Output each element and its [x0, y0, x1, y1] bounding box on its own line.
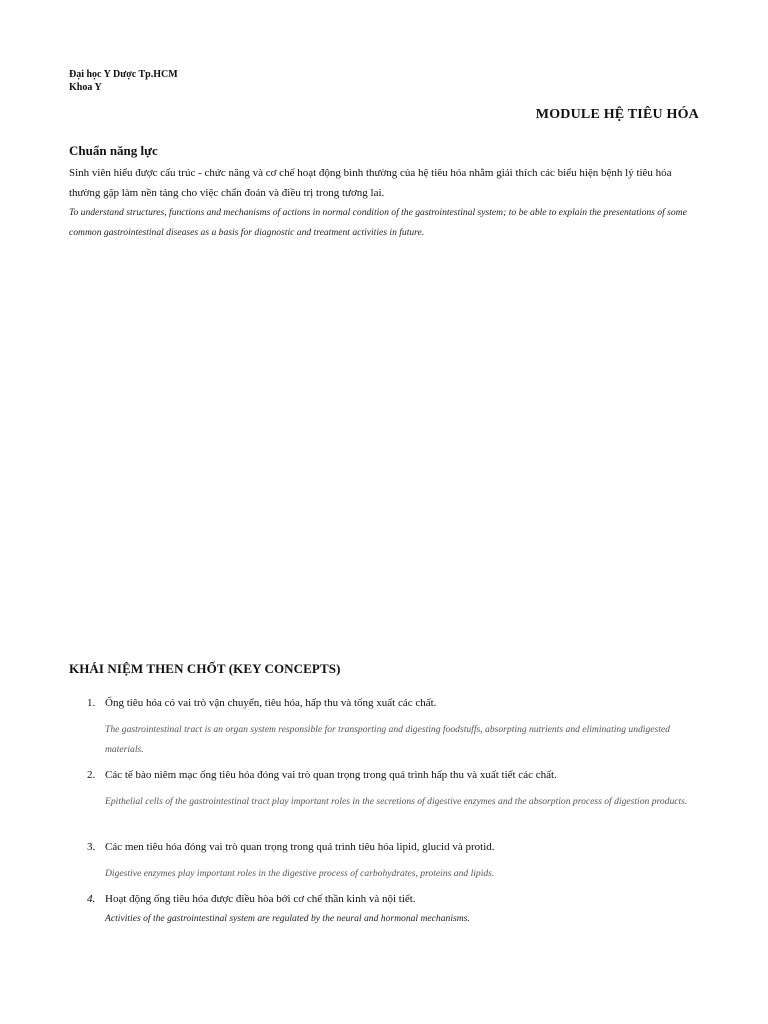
key-concept-number: 2. [87, 769, 96, 781]
key-concept-text-vi: Ống tiêu hóa có vai trò vận chuyển, tiêu hóa, hấp thu và tống xuất các chất. [105, 697, 437, 709]
key-concept-text-vi: Hoạt động ống tiêu hóa được điều hòa bởi cơ chế thần kinh và nội tiết. [105, 893, 416, 905]
competency-text-en: To understand structures, functions and mechanisms of actions in normal condition of the gastrointestinal system; to be able to explain the presentations of some common gastrointestinal diseases as a basis for diagnostic and treatment activities in future. [69, 207, 687, 238]
key-concept-text-vi: Các men tiêu hóa đóng vai trò quan trọng trong quá trình tiêu hóa lipid, glucid và protid. [105, 841, 495, 853]
key-concept-text-en: The gastrointestinal tract is an organ system responsible for transporting and digesting foodstuffs, absorpting nutrients and eliminating undigested materials. [105, 724, 670, 755]
module-title: MODULE HỆ TIÊU HÓA [535, 107, 699, 122]
key-concept-number: 3. [87, 841, 96, 853]
key-concept-text-en: Digestive enzymes play important roles in the digestive process of carbohydrates, proteins and lipids. [105, 868, 495, 879]
key-concepts-heading: KHÁI NIỆM THEN CHỐT (KEY CONCEPTS) [69, 661, 341, 676]
competency-text-vi: Sinh viên hiểu được cấu trúc - chức năng và cơ chế hoạt động bình thường của hệ tiêu hóa nhằm giải thích các biểu hiện bệnh lý tiêu hóa thường gặp làm nền tảng cho việc chẩn đoán và điều trị trong tương lai. [69, 167, 672, 199]
competency-heading: Chuẩn năng lực [69, 143, 158, 158]
key-concept-text-vi: Các tế bào niêm mạc ống tiêu hóa đóng vai trò quan trọng trong quá trình hấp thu và xuất tiết các chất. [105, 769, 557, 781]
institution-name: Đại học Y Dược Tp.HCM [69, 69, 178, 80]
key-concept-number: 1. [87, 697, 96, 709]
key-concept-text-en: Epithelial cells of the gastrointestinal tract play important roles in the secretions of digestive enzymes and the absorption process of digestion products. [105, 796, 688, 807]
department-name: Khoa Y [69, 82, 102, 93]
key-concept-text-en: Activities of the gastrointestinal system are regulated by the neural and hormonal mechanisms. [105, 913, 470, 924]
key-concept-number: 4. [87, 893, 96, 905]
